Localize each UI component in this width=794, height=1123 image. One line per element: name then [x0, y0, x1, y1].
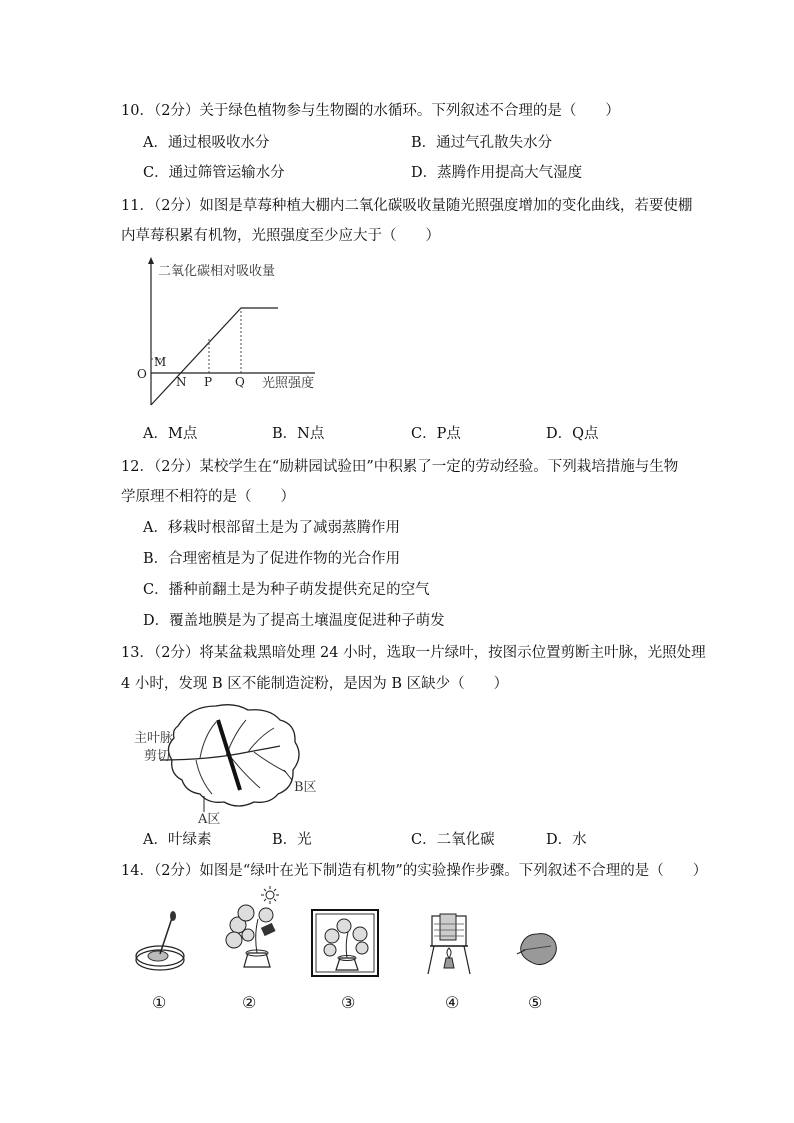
step-label-1: ① [152, 993, 167, 1012]
chart-label-n: N [176, 375, 187, 389]
step3-dark-box-figure [310, 908, 382, 980]
q10-stem: 10．（2分）关于绿色植物参与生物圈的水循环。下列叙述不合理的是（ ） [121, 103, 620, 119]
label-cut: 剪切 [144, 749, 171, 764]
q12-stem-line2: 学原理不相符的是（ ） [121, 489, 295, 505]
step-label-3: ③ [341, 993, 356, 1012]
label-main-vein: 主叶脉 [134, 731, 174, 746]
leaf-cut-line [218, 720, 240, 790]
q11-option-d: D．Q点 [546, 426, 599, 442]
q10-option-b: B．通过气孔散失水分 [411, 135, 553, 151]
q13-option-a: A．叶绿素 [143, 832, 212, 848]
chart-label-m: M [154, 355, 167, 369]
q11-chart [130, 255, 350, 415]
step1-dish-figure [134, 908, 190, 973]
chart-xlabel: 光照强度 [262, 376, 315, 391]
q12-stem-line1: 12．（2分）某校学生在“励耕园试验田”中积累了一定的劳动经验。下列栽培措施与生物 [121, 459, 679, 475]
chart-curve [151, 308, 278, 405]
q10-option-d: D．蒸腾作用提高大气湿度 [411, 165, 583, 181]
step-label-5: ⑤ [528, 993, 543, 1012]
step-label-2: ② [242, 993, 257, 1012]
q10-option-a: A．通过根吸收水分 [143, 135, 270, 151]
q12-option-c: C．播种前翻土是为种子萌发提供充足的空气 [143, 582, 430, 598]
step-label-4: ④ [445, 993, 460, 1012]
q10-option-c: C．通过筛管运输水分 [143, 165, 285, 181]
q11-option-b: B．N点 [272, 426, 325, 442]
step5-leaf-figure [515, 928, 560, 970]
q11-stem-line2: 内草莓积累有机物，光照强度至少应大于（ ） [121, 228, 440, 244]
q11-stem-line1: 11．（2分）如图是草莓种植大棚内二氧化碳吸收量随光照强度增加的变化曲线，若要使棚 [121, 198, 693, 214]
leaf-vein [196, 760, 212, 794]
q12-option-b: B．合理密植是为了促进作物的光合作用 [143, 551, 401, 567]
chart-label-p: P [204, 375, 213, 389]
chart-ylabel: 二氧化碳相对吸收量 [158, 264, 276, 279]
chart-label-q: Q [235, 375, 245, 389]
q13-option-c: C．二氧化碳 [411, 832, 495, 848]
leaf-vein [254, 752, 286, 772]
leaf-outline [168, 705, 299, 806]
chart-origin: O [137, 367, 147, 381]
q13-option-d: D．水 [546, 832, 587, 848]
q12-option-a: A．移栽时根部留土是为了减弱蒸腾作用 [143, 520, 400, 536]
q13-stem-line1: 13．（2分）将某盆栽黑暗处理 24 小时，选取一片绿叶，按图示位置剪断主叶脉，光照处理 [121, 645, 706, 661]
leader-b [284, 770, 292, 780]
q13-option-b: B．光 [272, 832, 312, 848]
q13-leaf-figure [130, 700, 340, 825]
q14-stem: 14．（2分）如图是“绿叶在光下制造有机物”的实验操作步骤。下列叙述不合理的是（ ） [121, 863, 708, 879]
label-region-a: A区 [198, 812, 221, 825]
step2-plant-sun-figure [218, 885, 288, 975]
q13-stem-line2: 4 小时，发现 B 区不能制造淀粉，是因为 B 区缺少（ ） [121, 676, 509, 692]
q11-option-a: A．M点 [143, 426, 198, 442]
q12-option-d: D．覆盖地膜是为了提高土壤温度促进种子萌发 [143, 613, 445, 629]
q11-option-c: C．P点 [411, 426, 461, 442]
leaf-vein [200, 722, 216, 758]
label-region-b: B区 [294, 780, 317, 795]
chart-y-arrow [148, 257, 154, 264]
step4-water-bath-figure [422, 912, 478, 984]
